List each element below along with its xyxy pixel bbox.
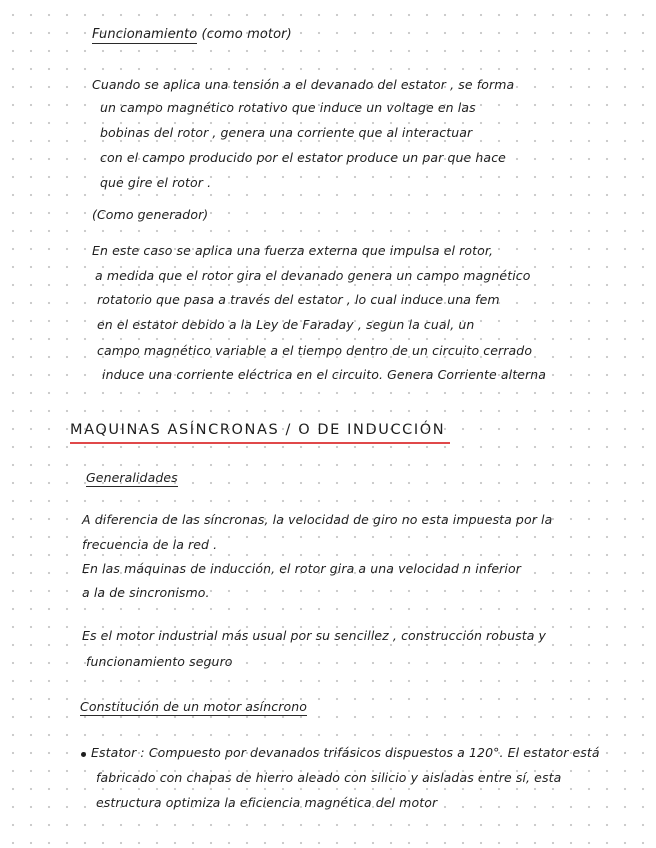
generalidades-p3-line-2: funcionamiento seguro xyxy=(86,654,233,669)
generador-line-3: rotatorio que pasa a través del estator , lo cual induce una fem xyxy=(97,292,500,307)
funcionamiento-subtitle: (como motor) xyxy=(201,27,292,42)
estator-line-3: estructura optimiza la eficiencia magnética del motor xyxy=(96,795,438,810)
motor-line-1: Cuando se aplica una tensión a el devanado del estator , se forma xyxy=(92,77,515,92)
generalidades-p1-line-1: A diferencia de las síncronas, la velocidad de giro no esta impuesta por la xyxy=(82,512,553,527)
constitucion-heading-wrap xyxy=(80,699,307,714)
generador-heading: (Como generador) xyxy=(92,207,209,222)
motor-line-4: con el campo producido por el estator produce un par que hace xyxy=(100,150,506,165)
generalidades-p3-line-1: Es el motor industrial más usual por su sencillez , construcción robusta y xyxy=(82,628,547,643)
generalidades-heading-wrap xyxy=(86,470,178,485)
funcionamiento-heading: Funcionamiento xyxy=(92,27,198,42)
motor-line-2: un campo magnético rotativo que induce un voltage en las xyxy=(100,100,476,115)
generador-line-5: campo magnético variable a el tiempo dentro de un circuito cerrado xyxy=(97,343,533,358)
generador-line-6: induce una corriente eléctrica en el circuito. Genera Corriente alterna xyxy=(102,367,547,382)
section-title-funcionamiento xyxy=(92,27,292,42)
estator-line-1: Estator : Compuesto por devanados trifásicos dispuestos a 120°. El estator está xyxy=(91,745,600,760)
main-heading-underline xyxy=(70,442,450,444)
generalidades-p2-line-2: a la de sincronismo. xyxy=(82,585,210,600)
generalidades-heading: Generalidades xyxy=(86,470,178,485)
generalidades-p1-line-2: frecuencia de la red . xyxy=(82,537,218,552)
constitucion-heading: Constitución de un motor asíncrono xyxy=(80,699,307,714)
generador-line-2: a medida que el rotor gira el devanado genera un campo magnético xyxy=(95,268,531,283)
motor-line-5: que gire el rotor . xyxy=(100,175,212,190)
generador-line-1: En este caso se aplica una fuerza externa que impulsa el rotor, xyxy=(92,243,494,258)
estator-line-2: fabricado con chapas de hierro aleado con silicio y aisladas entre sí, esta xyxy=(96,770,562,785)
motor-line-3: bobinas del rotor , genera una corriente que al interactuar xyxy=(100,125,473,140)
main-heading-maquinas-asincronas: MAQUINAS ASÍNCRONAS / O DE INDUCCIÓN xyxy=(70,422,446,438)
generalidades-p2-line-1: En las máquinas de inducción, el rotor gira a una velocidad n inferior xyxy=(82,561,521,576)
generador-line-4: en el estator debido a la Ley de Faraday , segun la cual, un xyxy=(97,317,475,332)
estator-bullet-dot xyxy=(81,752,86,757)
